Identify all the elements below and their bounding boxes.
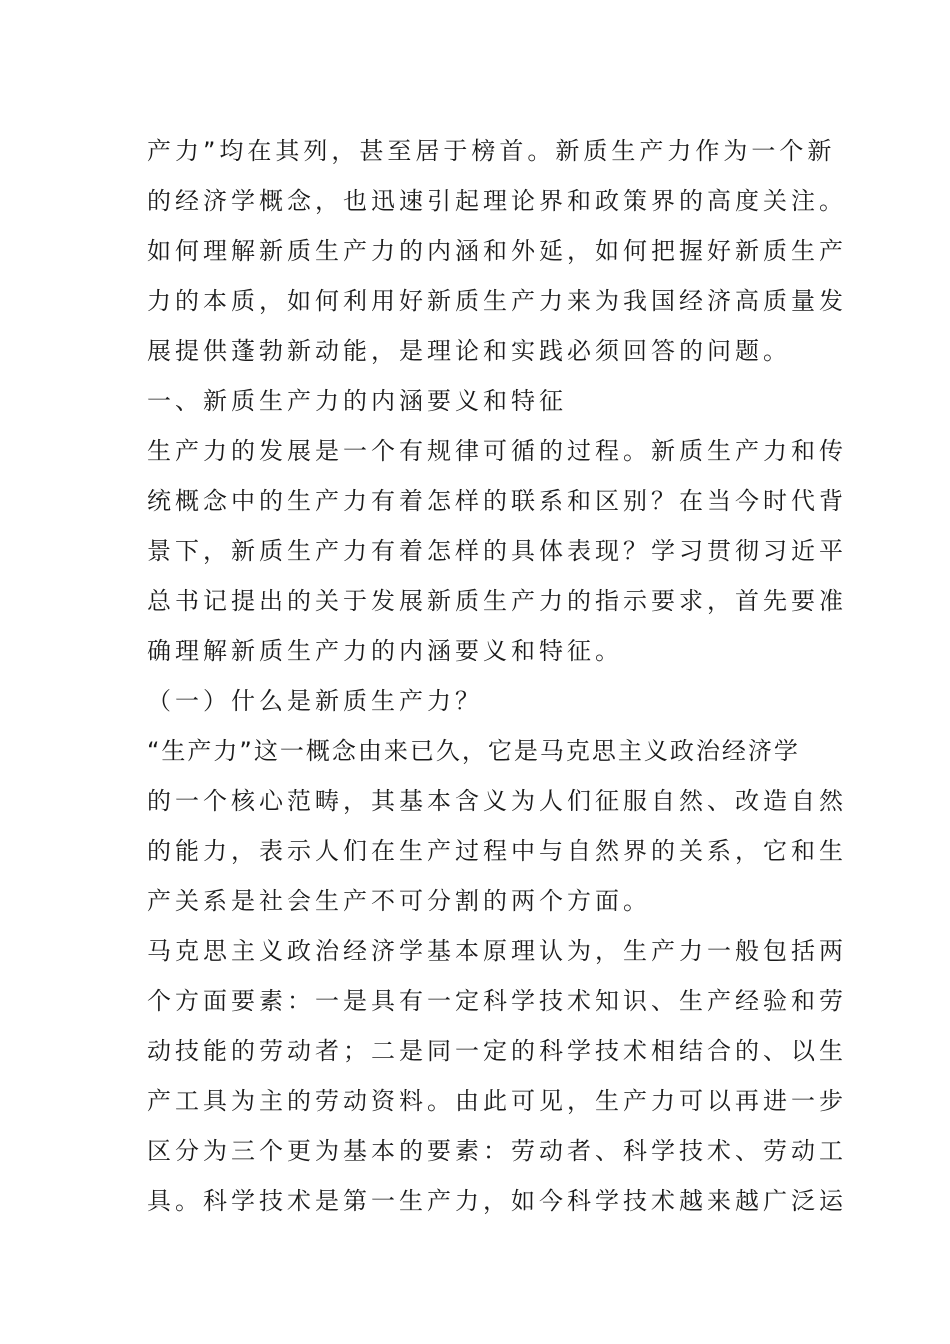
text-line: 产力”均在其列，甚至居于榜首。新质生产力作为一个新 — [147, 137, 836, 165]
text-line: 确理解新质生产力的内涵要义和特征。 — [147, 637, 623, 665]
body-text — [147, 126, 847, 1226]
text-line: 马克思主义政治经济学基本原理认为，生产力一般包括两 — [147, 937, 847, 965]
text-line: 景下，新质生产力有着怎样的具体表现？学习贯彻习近平 — [147, 537, 847, 565]
text-line: 区分为三个更为基本的要素：劳动者、科学技术、劳动工 — [147, 1137, 847, 1165]
text-line: 个方面要素：一是具有一定科学技术知识、生产经验和劳 — [147, 987, 847, 1015]
text-line: 产关系是社会生产不可分割的两个方面。 — [147, 887, 651, 915]
text-line: 动技能的劳动者；二是同一定的科学技术相结合的、以生 — [147, 1037, 847, 1065]
subsection-heading: （一）什么是新质生产力？ — [147, 687, 483, 715]
text-line: 的一个核心范畴，其基本含义为人们征服自然、改造自然 — [147, 787, 847, 815]
text-line: 如何理解新质生产力的内涵和外延，如何把握好新质生产 — [147, 237, 847, 265]
text-line: 的能力，表示人们在生产过程中与自然界的关系，它和生 — [147, 837, 847, 865]
text-line: 产工具为主的劳动资料。由此可见，生产力可以再进一步 — [147, 1087, 847, 1115]
section-heading: 一、新质生产力的内涵要义和特征 — [147, 387, 567, 415]
text-line: 总书记提出的关于发展新质生产力的指示要求，首先要准 — [147, 587, 847, 615]
text-line: 的经济学概念，也迅速引起理论界和政策界的高度关注。 — [147, 187, 847, 215]
text-line: 具。科学技术是第一生产力，如今科学技术越来越广泛运 — [147, 1187, 847, 1215]
text-line: 统概念中的生产力有着怎样的联系和区别？在当今时代背 — [147, 487, 847, 515]
text-line: 力的本质，如何利用好新质生产力来为我国经济高质量发 — [147, 287, 847, 315]
text-line: 展提供蓬勃新动能，是理论和实践必须回答的问题。 — [147, 337, 791, 365]
text-line: 生产力的发展是一个有规律可循的过程。新质生产力和传 — [147, 437, 847, 465]
text-line: “生产力”这一概念由来已久，它是马克思主义政治经济学 — [147, 737, 800, 765]
